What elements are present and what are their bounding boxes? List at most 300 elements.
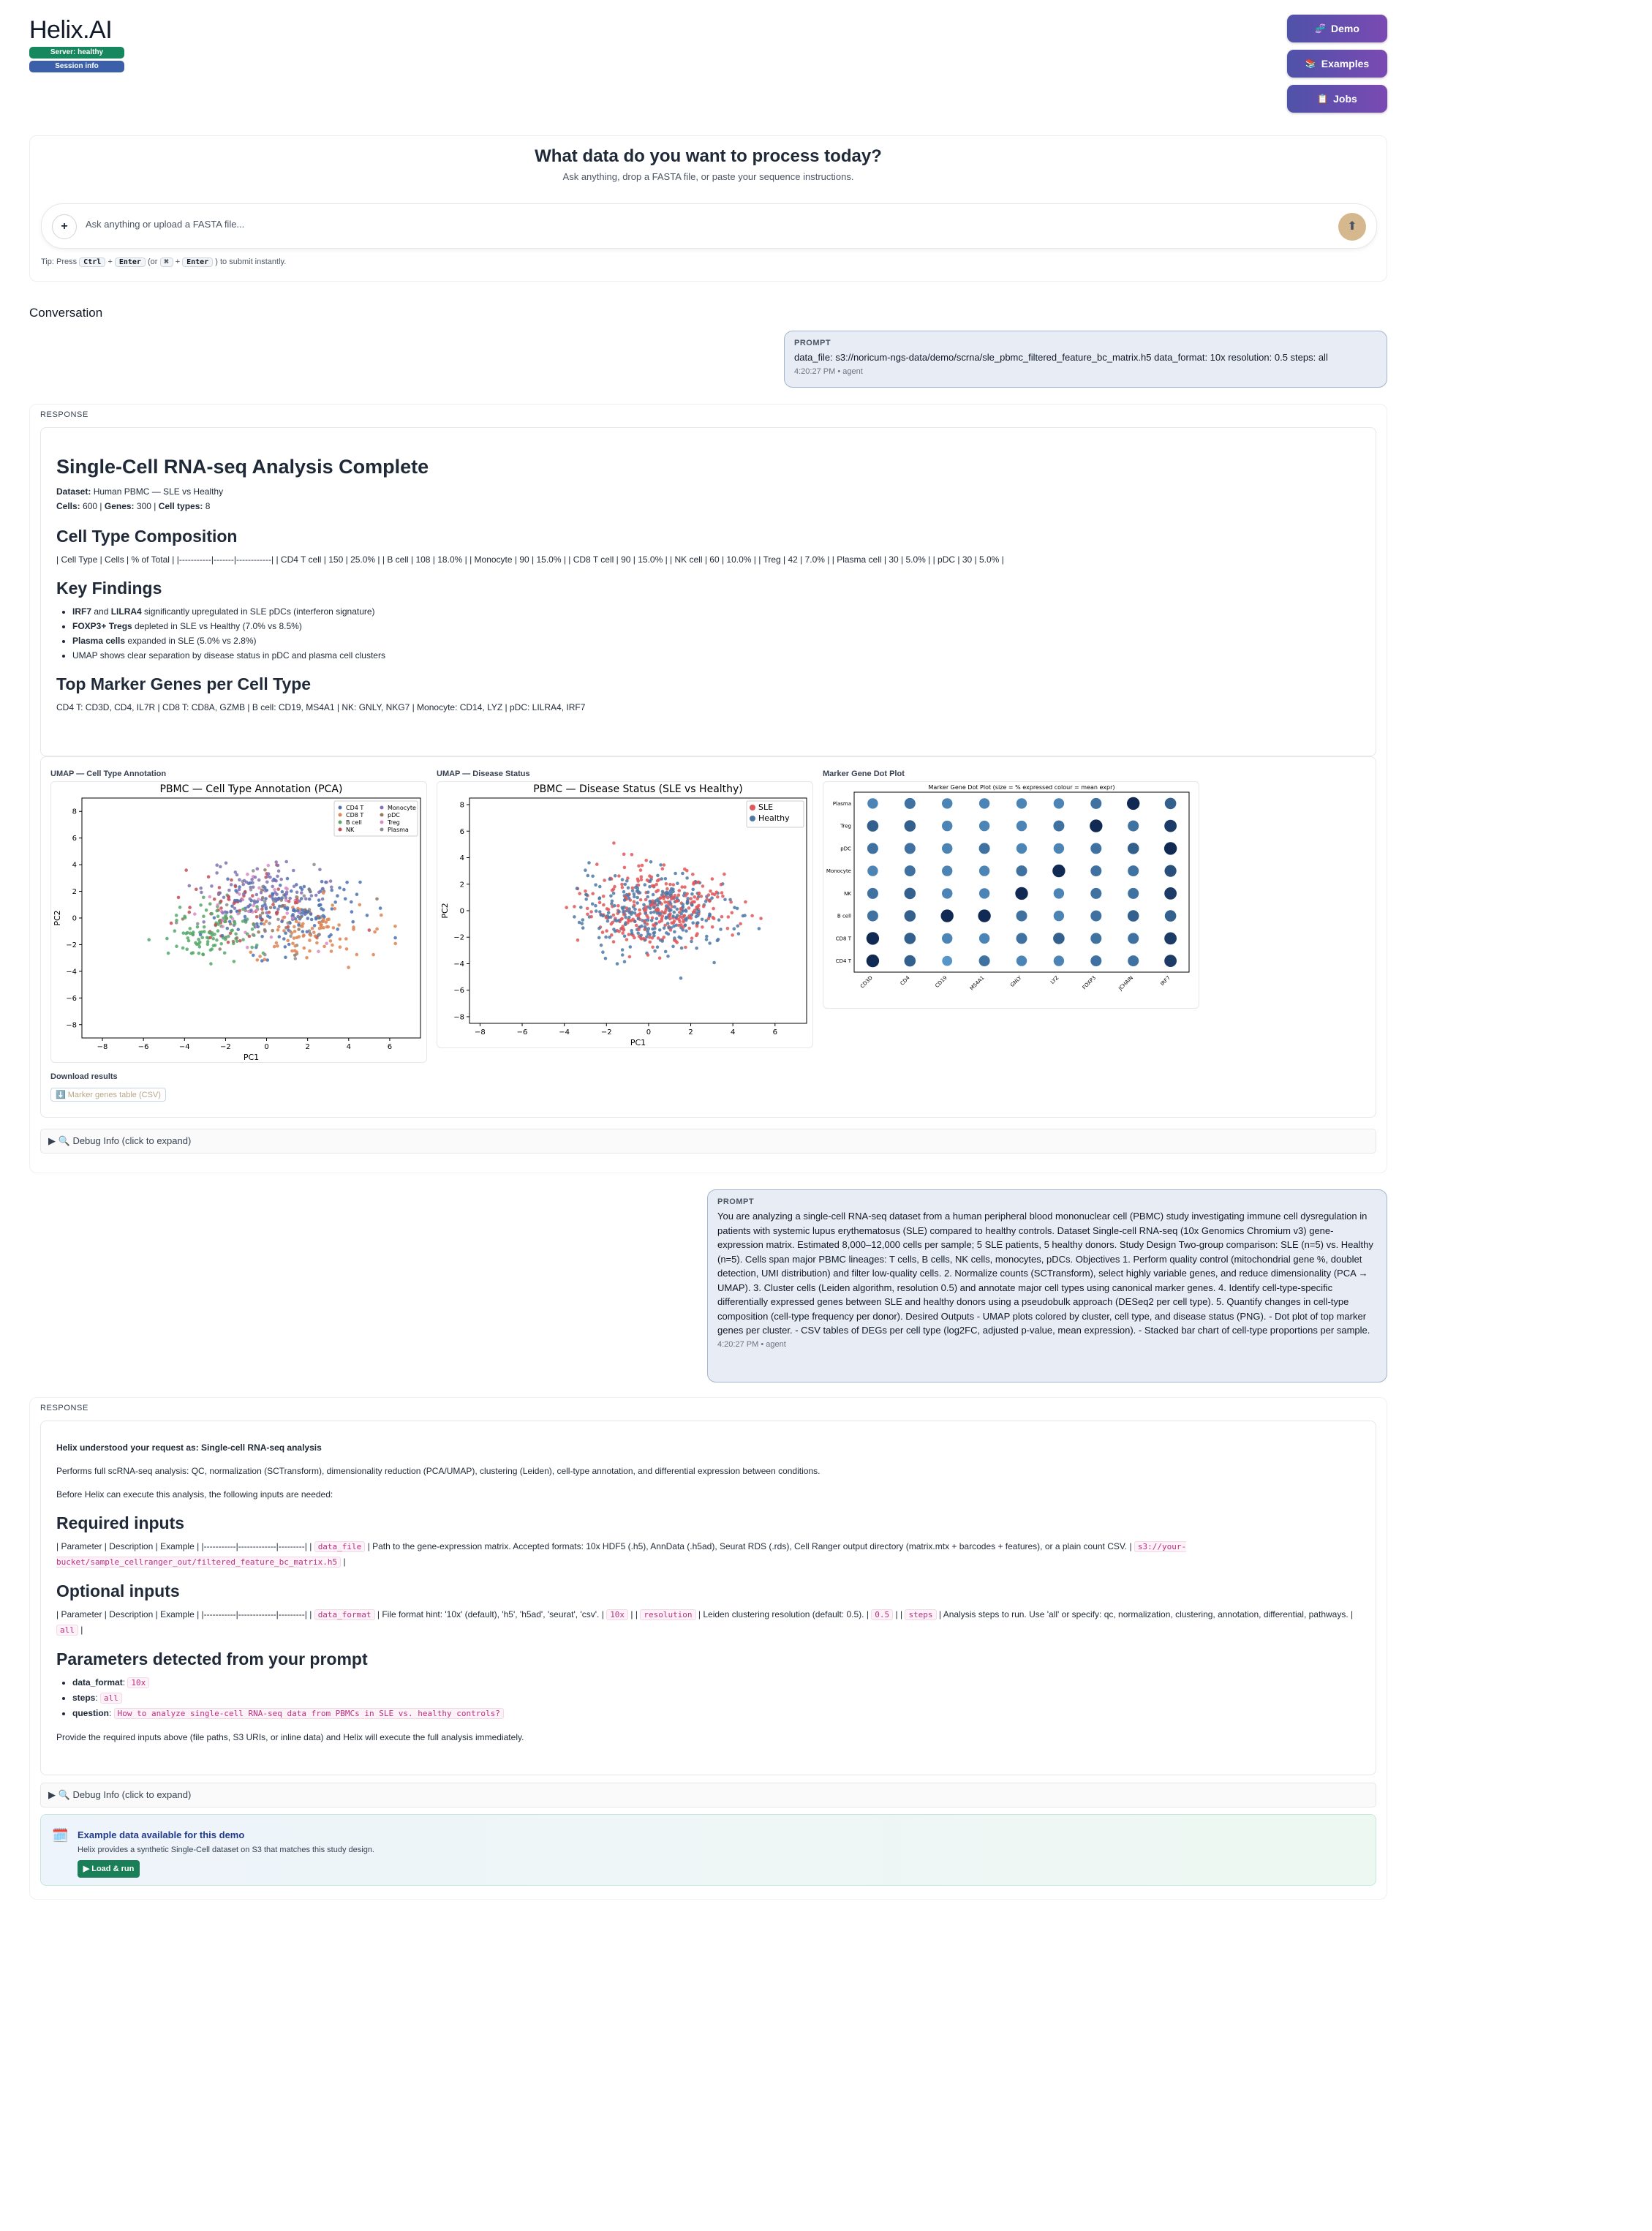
- scatter-point: [638, 908, 641, 912]
- scatter-point: [366, 914, 369, 917]
- scatter-point: [251, 928, 254, 931]
- scatter-point: [709, 889, 712, 893]
- scatter-point: [197, 942, 200, 946]
- fig-caption-dotplot: Marker Gene Dot Plot: [823, 770, 905, 778]
- calendar-icon: 🗓️: [52, 1828, 69, 1843]
- scatter-point: [188, 884, 192, 888]
- scatter-point: [232, 940, 235, 944]
- scatter-point: [330, 886, 333, 889]
- scatter-point: [720, 915, 724, 919]
- scatter-point: [284, 956, 287, 960]
- legend-marker: [339, 813, 342, 817]
- scatter-point: [375, 898, 379, 901]
- scatter-point: [238, 888, 241, 892]
- dot-mark: [1090, 933, 1101, 944]
- scatter-point: [621, 931, 625, 935]
- scatter-point: [235, 936, 239, 940]
- dot-mark: [1128, 910, 1139, 922]
- scatter-point: [666, 896, 670, 900]
- scatter-point: [293, 936, 296, 940]
- scatter-point: [708, 941, 712, 945]
- scatter-point: [707, 917, 711, 921]
- scatter-point: [227, 941, 230, 944]
- scatter-point: [175, 914, 178, 917]
- scatter-point: [622, 911, 625, 914]
- scatter-point: [578, 921, 581, 925]
- jobs-button[interactable]: [1287, 85, 1387, 113]
- scatter-point: [147, 938, 151, 941]
- scatter-point: [721, 895, 725, 898]
- examples-button[interactable]: [1287, 50, 1387, 78]
- scatter-point: [266, 958, 270, 962]
- scatter-point: [651, 884, 655, 888]
- scatter-point: [196, 922, 200, 926]
- scatter-point: [291, 917, 295, 920]
- dot-mark: [1054, 911, 1064, 921]
- scatter-point: [720, 883, 723, 887]
- scatter-point: [295, 936, 299, 940]
- detected-param: • data_format: 10x: [72, 1675, 1360, 1690]
- scatter-point: [203, 925, 206, 929]
- scatter-point: [272, 900, 276, 903]
- scatter-point: [681, 872, 684, 876]
- scatter-point: [275, 892, 279, 896]
- scatter-point: [677, 893, 681, 897]
- scatter-point: [286, 922, 290, 925]
- y-tick-label: 2: [72, 888, 77, 897]
- scatter-point: [636, 931, 640, 935]
- scatter-point: [252, 869, 255, 873]
- scatter-point: [649, 911, 653, 914]
- scatter-point: [247, 905, 251, 908]
- scatter-point: [587, 861, 591, 865]
- x-tick-label: −4: [559, 1028, 570, 1037]
- scatter-point: [182, 931, 186, 935]
- param-key: data_format: [72, 1677, 123, 1688]
- dot-mark: [942, 888, 952, 898]
- summary-title: Single-Cell RNA-seq Analysis Complete: [56, 456, 429, 478]
- scatter-point: [260, 898, 264, 902]
- dna-icon: 🧬: [1315, 23, 1327, 34]
- scatter-point: [325, 920, 328, 924]
- scatter-point: [279, 878, 283, 881]
- scatter-point: [218, 886, 222, 889]
- finding-bold: FOXP3+ Tregs: [72, 621, 132, 631]
- scatter-point: [379, 906, 382, 910]
- scatter-point: [345, 947, 349, 951]
- scatter-point: [208, 895, 212, 899]
- y-tick-label: −4: [453, 960, 464, 968]
- dot-mark: [979, 955, 990, 966]
- scatter-point: [244, 909, 248, 913]
- shortcut-tip: [41, 257, 286, 267]
- download-csv-label: Marker genes table (CSV): [67, 1091, 161, 1099]
- scatter-point: [276, 875, 279, 879]
- scatter-point: [287, 900, 291, 903]
- dot-mark: [978, 909, 990, 922]
- scatter-point: [345, 881, 349, 884]
- scatter-point: [648, 936, 652, 939]
- chart-title: Marker Gene Dot Plot (size = % expressed colour = mean expr): [928, 784, 1115, 791]
- scatter-point: [609, 915, 613, 919]
- load-run-button[interactable]: [78, 1860, 140, 1878]
- cells-label: Cells:: [56, 501, 80, 511]
- scatter-point: [271, 903, 275, 906]
- scatter-point: [711, 877, 714, 881]
- scatter-point: [184, 868, 188, 872]
- scatter-point: [276, 918, 280, 922]
- findings-list: [72, 604, 1360, 663]
- param-example-code: s3://your-bucket/sample_cellranger_out/filtered_feature_bc_matrix.h5: [56, 1542, 1187, 1567]
- dot-mark: [1128, 843, 1139, 854]
- scatter-point: [729, 900, 733, 904]
- scatter-point: [739, 922, 742, 926]
- prompt-bubble: [707, 1189, 1387, 1382]
- debug-toggle[interactable]: [40, 1129, 1376, 1154]
- scatter-point: [254, 876, 257, 879]
- scatter-point: [623, 898, 627, 902]
- dot-mark: [942, 821, 952, 831]
- scatter-point: [619, 917, 623, 921]
- scatter-point: [691, 888, 695, 892]
- scatter-point: [646, 895, 649, 899]
- send-button[interactable]: [1338, 213, 1366, 241]
- scatter-point: [170, 922, 173, 925]
- dot-mark: [1017, 798, 1027, 808]
- scatter-point: [630, 932, 634, 936]
- x-tick-label: −2: [600, 1028, 612, 1037]
- scatter-point: [584, 868, 587, 872]
- scatter-point: [610, 922, 614, 926]
- chart-title: PBMC — Cell Type Annotation (PCA): [159, 783, 343, 795]
- scatter-point: [275, 941, 279, 945]
- x-tick-label: 2: [305, 1043, 310, 1051]
- scatter-point: [639, 934, 643, 938]
- param-example-code: all: [56, 1625, 78, 1636]
- scatter-point: [218, 919, 222, 923]
- optional-inputs-table: [56, 1607, 1360, 1638]
- scatter-point: [255, 944, 259, 947]
- dot-mark: [867, 865, 878, 876]
- scatter-point: [236, 928, 240, 931]
- scatter-point: [252, 923, 256, 927]
- scatter-point: [726, 927, 730, 930]
- scatter-point: [229, 915, 233, 919]
- scatter-point: [711, 925, 714, 929]
- scatter-point: [273, 906, 276, 909]
- scatter-point: [647, 927, 651, 930]
- prompt-meta: 4:20:27 PM • agent: [717, 1339, 786, 1349]
- scatter-point: [683, 868, 687, 871]
- dot-mark: [1090, 819, 1102, 832]
- scatter-point: [225, 917, 228, 920]
- x-tick-label: LYZ: [1049, 974, 1060, 985]
- demo-subtitle: Helix provides a synthetic Single-Cell dataset on S3 that matches this study design.: [78, 1846, 374, 1854]
- markers-text: CD4 T: CD3D, CD4, IL7R | CD8 T: CD8A, GZMB | B cell: CD19, MS4A1 | NK: GNLY, NKG7 | Monocyte: CD14, LYZ | pDC: LILRA4, IRF7: [56, 702, 586, 712]
- scatter-point: [380, 914, 383, 917]
- scatter-point: [271, 929, 274, 933]
- scatter-point: [199, 903, 203, 907]
- scatter-point: [579, 906, 583, 909]
- param-code: data_format: [314, 1609, 375, 1620]
- scatter-point: [630, 912, 633, 916]
- scatter-point: [584, 898, 588, 901]
- scatter-point: [291, 942, 295, 946]
- param-description: | Analysis steps to run. Use 'all' or specify: qc, normalization, clustering, annotation, differential, pathways. |: [938, 1609, 1354, 1619]
- scatter-point: [687, 927, 691, 930]
- dot-mark: [1090, 955, 1101, 966]
- prompt-label: PROMPT: [794, 339, 831, 347]
- x-tick-label: 2: [688, 1028, 693, 1037]
- cell-types-value: 8: [205, 501, 211, 511]
- scatter-point: [594, 883, 597, 887]
- scatter-point: [723, 898, 727, 902]
- scatter-point: [565, 906, 568, 909]
- scatter-point: [230, 883, 233, 887]
- table-sep: | |: [895, 1609, 903, 1619]
- scatter-point: [666, 922, 670, 925]
- response-label: RESPONSE: [40, 1404, 88, 1412]
- scatter-point: [312, 863, 316, 867]
- scatter-point: [197, 938, 200, 941]
- scatter-point: [623, 935, 627, 938]
- scatter-point: [662, 895, 665, 898]
- scatter-point: [707, 893, 711, 897]
- y-axis-label: PC2: [440, 903, 450, 919]
- scatter-point: [249, 881, 252, 885]
- scatter-point: [684, 908, 687, 912]
- legend-marker: [750, 816, 755, 821]
- detected-param: • steps: all: [72, 1690, 1360, 1706]
- search-icon: 🔍: [58, 1135, 70, 1146]
- dot-mark: [905, 910, 916, 922]
- scatter-point: [263, 886, 267, 889]
- ctrl-key: Ctrl: [79, 257, 105, 267]
- scatter-point: [173, 929, 177, 933]
- scatter-point: [662, 936, 665, 939]
- scatter-point: [222, 896, 226, 900]
- scatter-point: [614, 919, 617, 922]
- y-axis-label: PC2: [53, 910, 62, 926]
- plot-frame: [854, 792, 1189, 972]
- scatter-point: [317, 898, 321, 902]
- x-tick-label: CD19: [934, 974, 948, 989]
- scatter-point: [626, 876, 630, 880]
- scatter-point: [652, 932, 656, 936]
- param-value: How to analyze single-cell RNA-seq data from PBMCs in SLE vs. healthy controls?: [114, 1708, 504, 1719]
- table-end: |: [343, 1557, 346, 1567]
- scatter-point: [658, 956, 662, 960]
- dot-mark: [1165, 910, 1177, 922]
- scatter-point: [657, 936, 660, 940]
- scatter-point: [277, 869, 281, 873]
- load-run-label: Load & run: [91, 1865, 135, 1873]
- scatter-point: [674, 916, 678, 919]
- scatter-point: [664, 892, 668, 895]
- clipboard-icon: 📋: [1317, 94, 1329, 104]
- scatter-point: [288, 897, 292, 900]
- scatter-point: [228, 920, 232, 924]
- scatter-point: [278, 935, 282, 938]
- scatter-point: [678, 889, 682, 892]
- scatter-point: [221, 934, 225, 938]
- enter-key-2: Enter: [182, 257, 213, 267]
- prompt-meta: 4:20:27 PM • agent: [794, 367, 863, 376]
- scatter-point: [284, 931, 287, 935]
- understood-prefix: Helix understood your request as:: [56, 1442, 202, 1453]
- scatter-point: [330, 949, 333, 953]
- y-tick-label: 0: [459, 907, 464, 916]
- scatter-point: [358, 903, 362, 907]
- scatter-point: [673, 911, 676, 914]
- scatter-point: [625, 938, 629, 941]
- scatter-point: [303, 947, 306, 950]
- scatter-point: [287, 925, 290, 929]
- app-title: Helix.AI: [29, 16, 113, 44]
- scatter-point: [269, 906, 273, 910]
- scatter-point: [336, 894, 339, 898]
- scatter-point: [260, 959, 264, 963]
- dataset-line: [56, 484, 1360, 499]
- scatter-point: [603, 879, 606, 882]
- dot-mark: [1090, 798, 1101, 809]
- scatter-point: [323, 915, 326, 919]
- scatter-point: [241, 883, 245, 887]
- scatter-point: [663, 863, 666, 867]
- scatter-point: [257, 879, 261, 882]
- scatter-point: [260, 908, 264, 911]
- scatter-point: [604, 957, 608, 960]
- scatter-point: [680, 947, 684, 950]
- dot-mark: [1164, 933, 1177, 945]
- scatter-point: [660, 877, 664, 881]
- scatter-point: [581, 926, 585, 930]
- scatter-point: [265, 881, 269, 884]
- scatter-point: [638, 891, 642, 895]
- scatter-point: [297, 928, 301, 931]
- scatter-point: [622, 928, 626, 932]
- scatter-point: [373, 930, 377, 934]
- attach-button[interactable]: +: [52, 214, 77, 239]
- scatter-point: [649, 860, 653, 864]
- session-info-badge[interactable]: Session info: [29, 61, 124, 72]
- scatter-point: [256, 958, 260, 962]
- dot-mark: [941, 909, 954, 922]
- demo-button[interactable]: [1287, 15, 1387, 42]
- scatter-point: [622, 853, 626, 857]
- understood-line: [56, 1440, 1360, 1455]
- scatter-point: [621, 906, 625, 910]
- scatter-point: [621, 948, 625, 952]
- dot-mark: [1017, 843, 1027, 854]
- scatter-point: [659, 863, 663, 867]
- dot-mark: [1017, 911, 1027, 922]
- legend-label: pDC: [388, 812, 400, 819]
- scatter-point: [634, 886, 638, 889]
- scatter-point: [637, 884, 641, 887]
- scatter-point: [238, 878, 241, 881]
- required-table-head: | Parameter | Description | Example | |-----------|-------------|---------| |: [56, 1541, 312, 1551]
- scatter-point: [293, 949, 297, 952]
- ask-input[interactable]: [86, 219, 1329, 230]
- scatter-point: [293, 908, 296, 911]
- scatter-point: [368, 928, 371, 932]
- scatter-point: [750, 914, 754, 918]
- scatter-point: [712, 917, 716, 921]
- scatter-point: [684, 929, 688, 933]
- x-axis-label: PC1: [243, 1053, 260, 1062]
- legend-label: SLE: [758, 802, 774, 812]
- scatter-point: [281, 890, 284, 894]
- x-tick-label: GNLY: [1009, 974, 1023, 989]
- scatter-point: [646, 922, 649, 926]
- scatter-point: [649, 906, 652, 910]
- scatter-point: [655, 890, 658, 894]
- scatter-point: [277, 925, 281, 929]
- scatter-point: [696, 914, 700, 918]
- scatter-point: [331, 907, 334, 911]
- scatter-point: [216, 914, 220, 918]
- scatter-point: [712, 907, 715, 911]
- server-status-badge[interactable]: Server: healthy: [29, 47, 124, 59]
- scatter-point: [606, 919, 610, 923]
- scatter-point: [252, 954, 255, 958]
- scatter-point: [314, 934, 317, 938]
- scatter-point: [317, 891, 321, 895]
- scatter-point: [644, 883, 647, 887]
- finding-text: significantly upregulated in SLE pDCs (interferon signature): [141, 606, 375, 617]
- search-icon: 🔍: [58, 1789, 70, 1800]
- scatter-point: [216, 903, 219, 907]
- scatter-point: [573, 905, 576, 908]
- param-example-code: 0.5: [871, 1609, 893, 1620]
- chart-title: PBMC — Disease Status (SLE vs Healthy): [533, 783, 743, 795]
- examples-button-label: Examples: [1321, 58, 1370, 69]
- dot-mark: [1017, 933, 1027, 944]
- scatter-point: [600, 944, 603, 947]
- scatter-point: [285, 887, 289, 891]
- scatter-point: [621, 925, 625, 928]
- download-csv-button[interactable]: [50, 1088, 166, 1102]
- prompt-text: You are analyzing a single-cell RNA-seq dataset from a human peripheral blood mononuclear cell (PBMC) study investigating immune cell dysregulation in patients with systemic lupus erythematosus (SLE) compared to healthy controls. Dataset Single-cell RNA-seq (10x Genomics Chromium v3) gene-expression matrix. Estimated 8,000–12,000 cells per sample; 5 SLE patients, 5 healthy donors. Study Design Two-group comparison: SLE (n=5) vs. Healthy (n=5). Cells span major PBMC lineages: T cells, B cells, NK cells, monocytes, pDCs. Objectives 1. Perform quality control (mitochondrial gene %, doublet detection, UMI distribution) and filter low-quality cells. 2. Normalize counts (SCTransform), select highly variable genes, and reduce dimensionality (PCA → UMAP). 3. Cluster cells (Leiden algorithm, resolution 0.5) and annotate major cell types using canonical marker genes. 4. Identify cell-type-specific differentially expressed genes between SLE and healthy donors using a pseudobulk approach (DESeq2 per cell type). 5. Quantify changes in cell-type composition (cell-type frequency per donor). Desired Outputs - UMAP plots colored by cluster, cell type, and disease status (PNG). - Dot plot of top marker genes per cluster. - CSV tables of DEGs per cell type (log2FC, adjusted p-value, mean expression). - Stacked bar chart of cell-type proportions per sample.: [717, 1211, 1373, 1336]
- x-tick-label: −6: [137, 1043, 149, 1051]
- scatter-point: [691, 900, 695, 904]
- table-sep: | |: [630, 1609, 638, 1619]
- debug-toggle[interactable]: [40, 1783, 1376, 1807]
- scatter-point: [666, 955, 670, 958]
- scatter-point: [215, 909, 219, 913]
- scatter-point: [184, 932, 188, 936]
- umap-cell-type-figure: [50, 781, 427, 1063]
- scatter-point: [602, 903, 606, 907]
- enter-key: Enter: [115, 257, 146, 267]
- scatter-point: [234, 870, 238, 874]
- scatter-point: [612, 892, 616, 895]
- scatter-point: [658, 928, 662, 932]
- dot-mark: [1054, 888, 1064, 898]
- scatter-point: [230, 910, 233, 914]
- scatter-point: [293, 885, 296, 889]
- detected-params-heading: Parameters detected from your prompt: [56, 1649, 368, 1668]
- scatter-point: [273, 945, 276, 949]
- y-tick-label: Plasma: [832, 800, 851, 807]
- scatter-point: [167, 952, 170, 955]
- scatter-point: [235, 899, 239, 903]
- finding-item: [72, 648, 1360, 663]
- scatter-point: [308, 889, 312, 892]
- scatter-point: [252, 933, 255, 937]
- scatter-point: [263, 953, 267, 957]
